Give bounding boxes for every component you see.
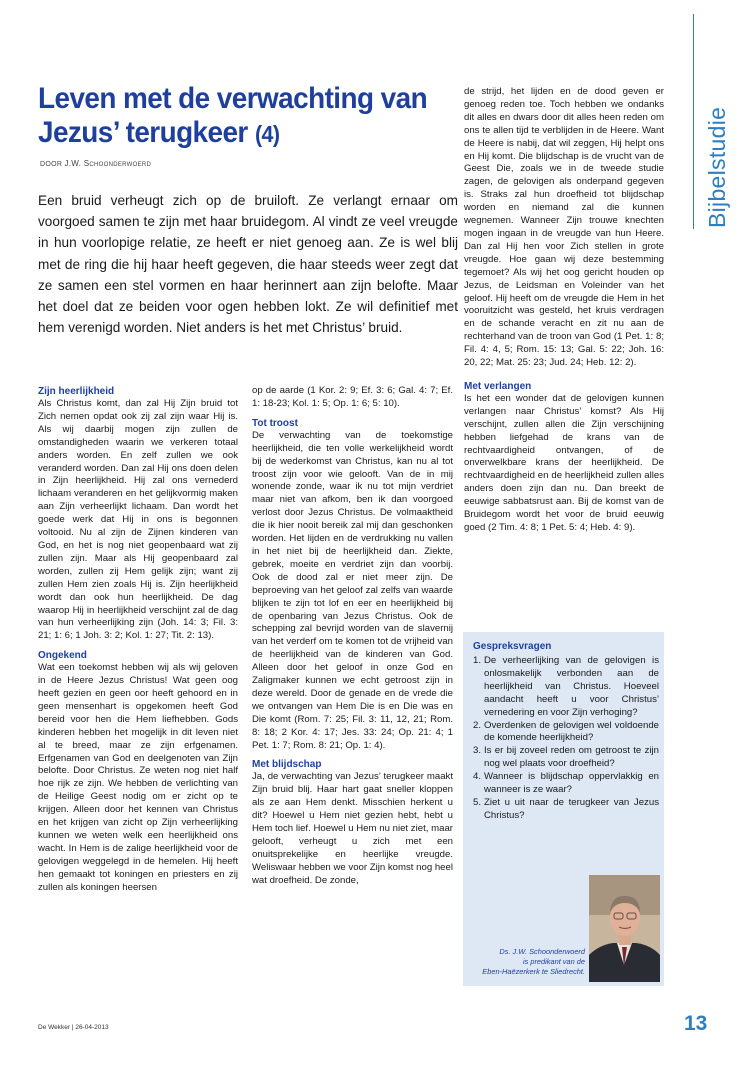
- section-heading-verlangen: Met verlangen: [464, 380, 532, 392]
- author-portrait-illustration: [589, 875, 660, 982]
- section-heading-blijdschap: Met blijdschap: [252, 759, 322, 771]
- caption-church: Eben-Haëzerkerk te Sliedrecht.: [482, 967, 585, 976]
- title-line-2: Jezus’ terugkeer: [38, 116, 248, 149]
- article-intro: Een bruid verheugt zich op de bruiloft. Ze verlangt ernaar om voorgoed samen te zijn met haar bruidegom. Al vindt ze veel vreugde in hun voorlopige relatie, ze heeft er niet genoeg aan. Ze is wel blij met de ring die hij haar heeft gegeven, die haar steeds weer zegt dat ze samen een stel vormen en haar herinnert aan zijn belofte. Maar het doel dat ze beiden voor ogen hebben lokt. Ze wil definitief met hem verenigd worden. Niet anders is het met Christus’ bruid.: [38, 193, 458, 336]
- section-label: Bijbelstudie: [704, 106, 730, 228]
- text-column-3: [464, 86, 664, 535]
- byline-prefix: DOOR: [40, 161, 63, 168]
- text-column-2: [252, 385, 453, 888]
- author-photo: [589, 875, 660, 982]
- photo-caption: [468, 947, 585, 977]
- title-line-1: Leven met de verwachting van: [38, 82, 428, 115]
- caption-name: Ds. J.W. Schoonderwoerd: [499, 947, 585, 956]
- question-item: 5. Ziet u uit naar de terugkeer van Jezus Christus?: [473, 796, 659, 821]
- section-body-heerlijkheid: Als Christus komt, dan zal Hij Zijn bruid tot Zich nemen opdat ook zij zal zijn waar Hij is. Als wij daarbij mogen zijn zullen de omstandigheden waarin we verkeren totaal anders worden. En zelf zullen we ook veranderd worden. Dan zal Hij ons doen delen in Zijn heerlijkheid. Hij zal ons vernederd lichaam veranderen en het gelijkvormig maken aan Zijn verheerlijkt lichaam. Dan wordt het goede werk dat Hij in ons is begonnen voltooid. Nu al zijn de Zijnen kinderen van God, en het is nog niet geopenbaard wat zij zullen zijn. Maar als Hij geopenbaard zal worden, zullen zij Hem gelijk zijn; want zij zullen Hem zien zoals Hij is. Zijn heerlijkheid wordt dan ook hun heerlijkheid. De dag waarop Hij in heerlijkheid verschijnt zal de dag van hun verheerlijking zijn (Joh. 14: 3; Fil. 3: 21; 1: 6; 1 Joh. 3: 2; Kol. 1: 27; Tit. 2: 13).: [38, 398, 238, 642]
- section-body-troost: De verwachting van de toekomstige heerlijkheid, die ten volle werkelijkheid wordt bij de wederkomst van Christus, kan nu al tot troost zijn voor wie gelooft. Van de in mij wonende zonde, waar ik nu tot mijn verdriet maar niet van afkom, ben ik dan voorgoed verlost door Jezus Christus. De volmaaktheid die ik hier nooit bereik zal mij dan geschonken worden. Het lijden en de verdrukking nu vallen in het niet bij de heerlijkheid dan. Ziekte, gebrek, moeite en verdriet zijn dan voorbij. Ook de dood zal er niet meer zijn. De beproeving van het geloof zal zelfs van waarde blijken te zijn tot lof en eer en heerlijkheid bij de openbaring van Jezus Christus. Ook de schepping zal bevrijd worden van de slavernij van het verderf om te komen tot de vrijheid van de heerlijkheid van de kinderen van God. Alleen door het geloof in onze God en Zaligmaker kunnen we echt getroost zijn in deze wereld. Door de genade en de vrede die we ontvangen van Hem Die is en Die was en Die komt (Rom. 7: 25; Fil. 3: 11, 12, 21; Rom. 8: 18; 2 Kor. 4: 17; Jes. 33: 24; Op. 21: 4; 1 Pet. 1: 7; Rom. 8: 21; Op. 1: 4).: [252, 429, 453, 751]
- questions-list: [473, 655, 659, 823]
- section-heading-ongekend: Ongekend: [38, 650, 87, 662]
- page-number: 13: [684, 1012, 708, 1035]
- section-heading-troost: Tot troost: [252, 417, 298, 429]
- caption-role: is predikant van de: [522, 957, 585, 966]
- section-body-ongekend-continued: op de aarde (1 Kor. 2: 9; Ef. 3: 6; Gal. 4: 7; Ef. 1: 18-23; Kol. 1: 5; Op. 1: 6; 5: 10).: [252, 385, 453, 409]
- article-title: [38, 82, 438, 151]
- section-divider: [693, 14, 694, 229]
- question-item: 4. Wanneer is blijdschap oppervlakkig en wanneer is ze waar?: [473, 771, 659, 796]
- section-heading-heerlijkheid: Zijn heerlijkheid: [38, 386, 115, 397]
- question-item: 1. De verheerlijking van de gelovigen is onlosmakelijk verbonden aan de heerlijkheid van Christus. Hoeveel aandacht heeft u voor Christus’ vernedering en voor Zijn verhoging?: [473, 655, 659, 718]
- question-item: 3. Is er bij zoveel reden om getroost te zijn nog wel plaats voor droefheid?: [473, 745, 659, 770]
- questions-heading: Gespreksvragen: [473, 641, 552, 652]
- section-body-blijdschap: Ja, de verwachting van Jezus’ terugkeer maakt Zijn bruid blij. Haar hart gaat sneller kloppen als ze aan Hem denkt. Misschien herkent u dit? Hoewel u Hem niet gezien hebt, hebt u Hem toch lief. Hoewel u Hem nu niet ziet, maar gelooft, verheugt u zich met een onuitsprekelijke en heerlijke vreugde. Weliswaar hebben we voor Zijn komst nog heel wat droefheid. De zonde,: [252, 771, 453, 886]
- publication-footer: De Wekker | 26-04-2013: [38, 1024, 109, 1031]
- section-body-blijdschap-continued: de strijd, het lijden en de dood geven er genoeg reden toe. Toch hebben we ondanks dit alles en dwars door dit alles heen reden om ons te allen tijd te verblijden in de Heere. Want de Heere is nabij, dat wil zeggen, Hij helpt ons en Hij komt. Die blijdschap is de vrucht van de Geest Die, zoals we in de tweede studie zagen, de gelovigen als onderpand gegeven is. Straks zal hun droefheid tot blijdschap worden en niemand zal die kunnen wegnemen. Wanneer Zijn trouwe knechten mogen ingaan in de vreugde van hun Heere. Dan zal Hij hen voor Zich stellen in grote vreugde. Hoe gaan wij deze bestemming tegemoet? Als wij het oog gericht houden op Jezus, de Leidsman en Voleinder van het geloof. Hij heeft om de vreugde die Hem in het vooruitzicht was gesteld, het kruis verdragen en de schande veracht en zit nu aan de rechterhand van de troon van God (1 Pet. 1: 8; Fil. 4: 4, 5; Rom. 15: 13; Gal. 5: 22; Joh. 16: 20, 22; Mat. 25: 23; Jud. 24; Heb. 12: 2).: [464, 86, 664, 369]
- byline: [40, 159, 151, 168]
- section-body-verlangen: Is het een wonder dat de gelovigen kunnen verlangen naar Christus’ komst? Als Hij verschijnt, zullen allen die Zijn verschijning hebben liefgehad de krans van de rechtvaardigheid ontvangen, of de onverwelkbare krans der heerlijkheid. De rechtvaardigheid en de heerlijkheid zullen alles anders doen zijn dan nu. Dan breekt de eeuwige sabbatsrust aan. Bij de komst van de Bruidegom wordt het voor de bruid eeuwig goed (2 Tim. 4: 8; 1 Pet. 5: 4; Heb. 4: 9).: [464, 392, 664, 533]
- title-number: (4): [254, 121, 280, 147]
- byline-author: J.W. Schoonderwoerd: [64, 159, 152, 168]
- section-body-ongekend: Wat een toekomst hebben wij als wij geloven in de Heere Jezus Christus! Wat geen oog heeft gezien en geen oor heeft gehoord en in geen mensenhart is opgekomen heeft God bereid voor hen die Hem liefhebben. Gods kinderen hebben het mogelijk in dit leven niet al te breed, maar ze zijn erfgenamen. Erfgenamen van God en deelgenoten van Zijn belofte. Door Christus. Ze weten nog niet half hoe rijk ze zijn. We hebben de verlichting van de Heilige Geest nodig om er zicht op te krijgen. Alleen door het kennen van Christus en het krijgen van zicht op Zijn verheerlijking kunnen we weten welk een heerlijkheid ons wacht. In Hem is de zalige heerlijkheid voor de gelovigen weggelegd in de hemelen. Hij heeft hen gemaakt tot koningen en priesters en zij zullen als koningen heersen: [38, 662, 238, 893]
- text-column-1: [38, 385, 238, 895]
- question-item: 2. Overdenken de gelovigen wel voldoende de komende heerlijkheid?: [473, 719, 659, 744]
